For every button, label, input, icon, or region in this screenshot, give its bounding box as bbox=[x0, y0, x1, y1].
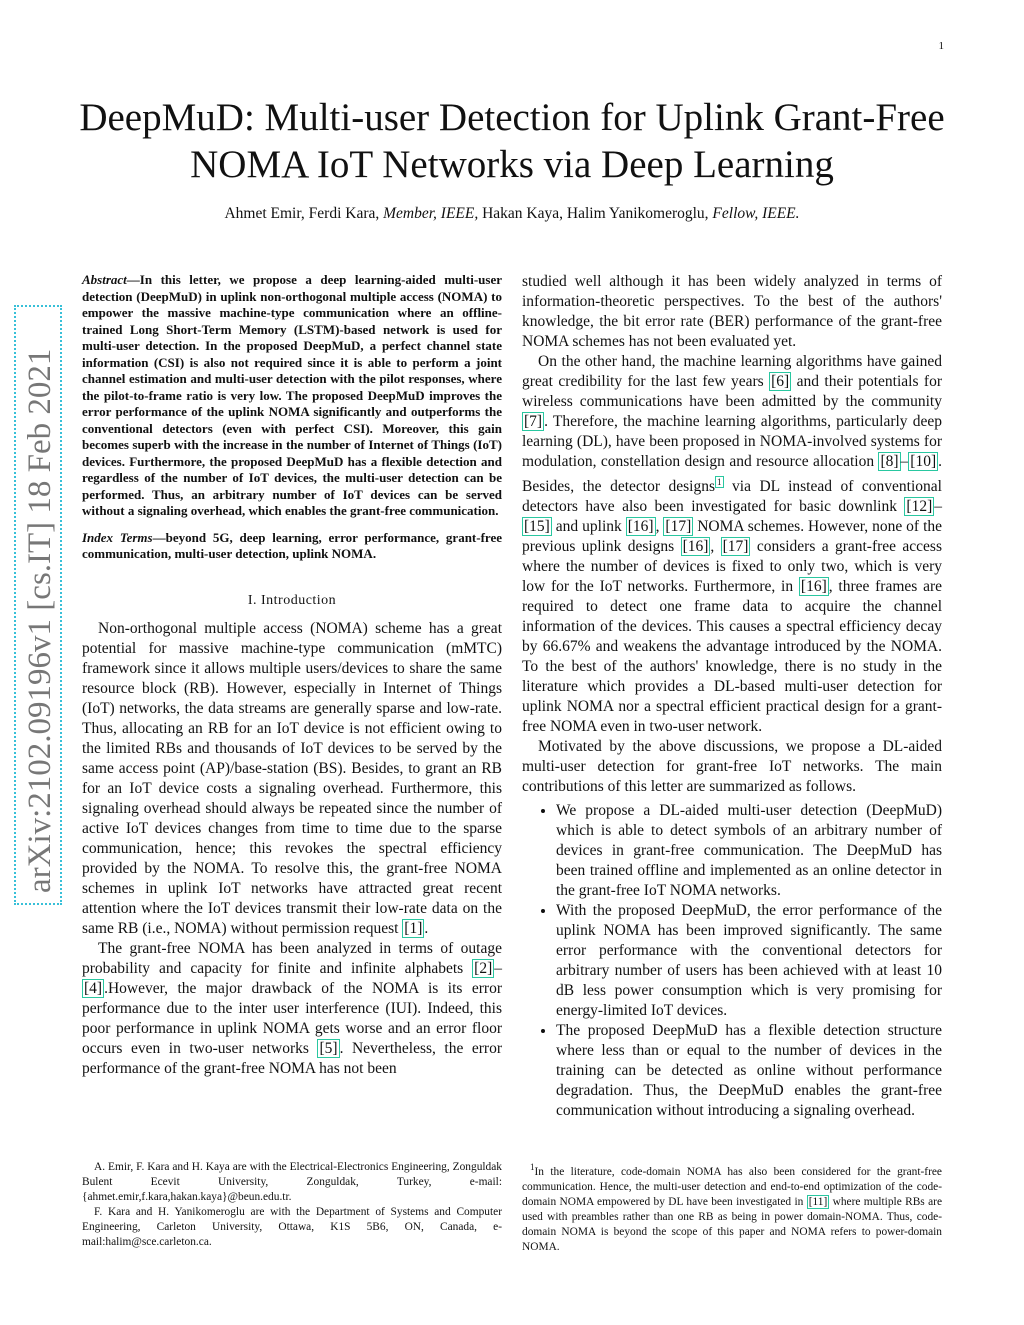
footnote-mark: 1 bbox=[530, 1162, 535, 1172]
right-p1-a: On the other hand, the machine learning algorithms have gained great credibility for the last few years bbox=[522, 353, 942, 390]
intro-p2-text-c: .However, the major drawback of the NOMA is its error performance due to the inter user interference (IUI). Indeed, this poor performance in uplink NOMA gets worse and an error floor occurs even in two-user networks bbox=[82, 979, 502, 1057]
right-p1-g: – bbox=[934, 498, 942, 516]
citation-link[interactable]: [10] bbox=[910, 453, 937, 470]
right-paragraph-0: studied well although it has been widely analyzed in terms of information-theoretic perspectives. To the best of the authors' knowledge, the bit error rate (BER) performance of the grant-free NOMA schemes has not been evaluated yet. bbox=[522, 273, 942, 350]
citation-link[interactable]: [8] bbox=[880, 453, 899, 470]
footnote-text-a: In the literature, code-domain NOMA has also been considered for the grant-free communication. Hence, the multi-user detection and end-to-end optimization of the code-domain NOMA empowered by DL have been investigated in bbox=[522, 1165, 942, 1208]
intro-p2-text-d: . Nevertheless, the error performance of the grant-free NOMA has not been bbox=[82, 1039, 503, 1077]
right-p1-l: considers a grant-free access where the number of devices is fixed to only two, which is very low for the IoT networks. Furthermore, in bbox=[522, 538, 942, 596]
right-paragraph-1 bbox=[522, 352, 942, 737]
title-line-1: DeepMuD: Multi-user Detection for Uplink Grant-Free bbox=[79, 96, 945, 139]
citation-link[interactable]: [4] bbox=[84, 979, 103, 997]
abstract-text: —In this letter, we propose a deep learning-aided multi-user detection (DeepMuD) in uplink non-orthogonal multiple access (NOMA) to empower the massive machine-type communication where an offline-trained Long Short-Term Memory (LSTM)-based network is used for multi-user detection. In the proposed DeepMuD, a perfect channel state information (CSI) is also not required since it is able to perform a joint channel estimation and multi-user detection with the pilot responses, where the pilot-to-frame ratio is very low. The proposed DeepMuD improves the error performance of the uplink NOMA significantly and outperforms the conventional detectors (even with perfect CSI). Moreover, this gain becomes superb with the increase in the number of Internet of Things (IoT) devices. Furthermore, the proposed DeepMuD has a flexible detection and regardless of the number of IoT devices, the multi-user detection can be performed. Thus, an arbitrary number of IoT devices can be served without a signaling overhead, which enables the grant-free communication. bbox=[82, 272, 502, 518]
right-paragraph-2: Motivated by the above discussions, we propose a DL-aided multi-user detection for grant-free IoT networks. The main contributions of this letter are summarized as follows. bbox=[522, 738, 942, 796]
citation-link[interactable]: [17] bbox=[665, 518, 692, 536]
intro-paragraph-2 bbox=[82, 939, 502, 1079]
right-p1-k: , bbox=[710, 538, 721, 556]
author-footnote bbox=[82, 1160, 502, 1250]
authors-names-1: Ahmet Emir, Ferdi Kara, bbox=[224, 205, 380, 222]
right-p1-i: , bbox=[655, 518, 664, 536]
footnote-text-b: where multiple RBs are used with preambles rather than one RB as being in power domain-NOMA. Thus, code-domain NOMA is beyond the scope of this paper and NOMA refers to power-domain NOMA. bbox=[522, 1195, 942, 1253]
title-line-2: NOMA IoT Networks via Deep Learning bbox=[190, 143, 834, 186]
authors-role-2: Fellow, IEEE. bbox=[712, 205, 800, 222]
left-column bbox=[82, 272, 502, 1079]
right-p1-d: – bbox=[900, 453, 909, 470]
right-p1-b: and their potentials for wireless communications have been admitted by the community bbox=[522, 373, 942, 410]
right-p1-e: . Besides, the detector designs bbox=[522, 453, 942, 496]
authors-names-2: Hakan Kaya, Halim Yanikomeroglu, bbox=[482, 205, 709, 222]
right-p1-j: NOMA schemes. However, none of the previous uplink designs bbox=[522, 518, 943, 556]
right-p1-m: , three frames are required to detect one frame data to acquire the channel information of the devices. This causes a spectral efficiency decay by 66.67% and weakens the advantage introduced by the NOMA. To the best of the authors' knowledge, there is no study in the literature which provides a DL-based multi-user detection for uplink NOMA nor a spectral efficient practical design for a grant-free NOMA even in two-user network. bbox=[522, 578, 943, 736]
index-terms bbox=[82, 530, 502, 563]
right-column bbox=[522, 272, 942, 1121]
intro-p1-end: . bbox=[424, 919, 429, 937]
right-p1-c: . Therefore, the machine learning algorithms, particularly deep learning (DL), have been proposed in NOMA-involved systems for modulation, constellation design and resource allocation bbox=[522, 413, 942, 470]
intro-p2-text-b: – bbox=[494, 959, 502, 977]
intro-p1-text: Non-orthogonal multiple access (NOMA) scheme has a great potential for massive machine-type communication (mMTC) framework since it allows multiple users/devices to share the same resource block (RB). However, especially in Internet of Things (IoT) networks, the data streams are generally sparse and low-rate. Thus, allocating an RB for an IoT device is not efficient owing to the limited RBs and thousands of IoT devices to be served by the same access point (AP)/base-station (BS). Besides, to grant an RB for an IoT device costs a signaling overhead. Furthermore, this signaling overhead should always be repeated since the number of active IoT devices changes from time to time due to the sparse communication, hence; this revokes the spectral efficiency provided by the NOMA. To resolve this, the grant-free NOMA schemes in uplink IoT networks have attracted great recent attention where the IoT devices transmit their low-rate data on the same RB (i.e., NOMA) without permission request bbox=[82, 619, 502, 937]
abstract bbox=[82, 272, 502, 520]
citation-link[interactable]: [16] bbox=[627, 518, 654, 536]
citation-link[interactable]: [7] bbox=[524, 413, 543, 430]
arxiv-stamp[interactable]: arXiv:2102.09196v1 [cs.IT] 18 Feb 2021 bbox=[14, 305, 62, 905]
authors-role-1: Member, IEEE, bbox=[383, 205, 479, 222]
index-terms-lead: Index Terms bbox=[82, 529, 153, 545]
intro-paragraph-1 bbox=[82, 619, 502, 939]
citation-link[interactable]: [6] bbox=[771, 373, 790, 390]
author-line bbox=[40, 205, 984, 223]
citation-link[interactable]: [5] bbox=[319, 1039, 338, 1057]
right-p1-f: via DL instead of conventional detectors have also been investigated for basic downlink bbox=[522, 478, 942, 516]
contributions-list bbox=[522, 801, 942, 1121]
intro-p2-text-a: The grant-free NOMA has been analyzed in terms of outage probability and capacity for finite and infinite alphabets bbox=[82, 939, 502, 977]
citation-link[interactable]: [16] bbox=[800, 578, 827, 596]
citation-link[interactable]: [12] bbox=[906, 498, 933, 516]
citation-link[interactable]: [15] bbox=[524, 518, 550, 536]
citation-link[interactable]: [17] bbox=[722, 538, 749, 556]
page-number: 1 bbox=[938, 40, 944, 52]
abstract-lead: Abstract bbox=[82, 272, 127, 287]
citation-link[interactable]: [11] bbox=[808, 1195, 828, 1208]
list-item: • With the proposed DeepMuD, the error performance of the uplink NOMA has been improved significantly. The same error performance with the conventional detectors for arbitrary number of users has been achieved with at least 10 dB less power consumption which is very promising for energy-limited IoT devices. bbox=[556, 901, 942, 1021]
citation-link[interactable]: [16] bbox=[682, 538, 709, 556]
citation-link[interactable]: [2] bbox=[474, 959, 493, 977]
footnote-affiliation-1: A. Emir, F. Kara and H. Kaya are with the Electrical-Electronics Engineering, Zonguldak Bulent Ecevit University, Zonguldak, Turkey, e-mail: {ahmet.emir,f.kara,hakan.kaya}@beun.edu.tr. bbox=[82, 1161, 502, 1203]
list-item: • We propose a DL-aided multi-user detection (DeepMuD) which is able to detect symbols of an arbitrary number of devices in grant-free communication. The DeepMuD has been trained offline and implemented as an online detector in the grant-free IoT NOMA networks. bbox=[556, 801, 942, 901]
paper-title bbox=[40, 94, 984, 188]
footnote-link[interactable]: 1 bbox=[717, 477, 722, 487]
footnote-text bbox=[522, 1160, 942, 1255]
footnote-1 bbox=[522, 1160, 942, 1255]
index-terms-text: —beyond 5G, deep learning, error performance, grant-free communication, multi-user detection, uplink NOMA. bbox=[82, 529, 502, 561]
list-item: • The proposed DeepMuD has a flexible detection structure where less than or equal to the number of devices in the training can be detected as online without performance degradation. Thus, the DeepMuD enables the grant-free communication without introducing a signaling overhead. bbox=[556, 1021, 942, 1121]
citation-link[interactable]: [1] bbox=[404, 919, 423, 937]
section-heading: I. Introduction bbox=[247, 592, 337, 608]
footnote-affiliation-2: F. Kara and H. Yanikomeroglu are with the Department of Systems and Computer Engineering, Carleton University, Ottawa, K1S 5B6, ON, Canada, e-mail:halim@sce.carleton.ca. bbox=[82, 1206, 502, 1248]
right-p1-h: and uplink bbox=[551, 518, 626, 536]
